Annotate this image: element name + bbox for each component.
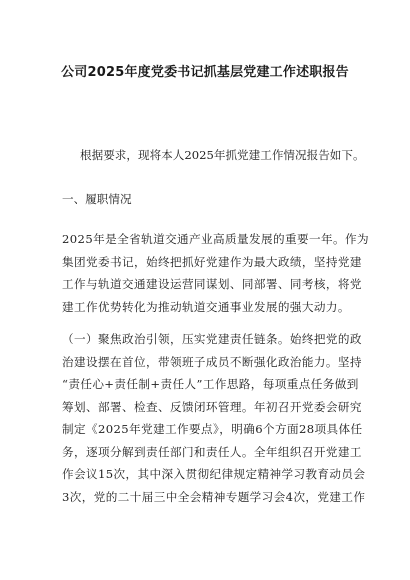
paragraph-overview [62, 228, 369, 318]
paragraph-line: 2025年是全省轨道交通产业高质量发展的重要一年。作为 [62, 232, 369, 246]
paragraph-line: 筹划、部署、检查、反馈闭环管理。年初召开党委会研究 [62, 399, 362, 414]
paragraph-line: （一）聚焦政治引领，压实党建责任链条。始终把党的政 [62, 332, 362, 346]
paragraph-line: 作会议15次，其中深入贯彻纪律规定精神学习教育动员会 [62, 467, 366, 481]
section-heading: 一、履职情况 [62, 192, 132, 206]
paragraph-line: 建工作优势转化为推动轨道交通事业发展的强大动力。 [62, 299, 350, 314]
paragraph-line: 制定《2025年党建工作要点》，明确6个方面28项具体任 [62, 422, 363, 436]
paragraph-line: “责任心+责任制+责任人”工作思路，每项重点任务做到 [62, 377, 359, 391]
paragraph-line: 务，逐项分解到责任部门和责任人。全年组织召开党建工 [62, 444, 362, 459]
paragraph-line: 集团党委书记，始终把抓好党建作为最大政绩，坚持党建 [62, 254, 362, 269]
paragraph-line: 3次，党的二十届三中全会精神专题学习会4次，党建工作 [62, 489, 366, 504]
paragraph-line: 工作与轨道交通建设运营同谋划、同部署、同考核，将党 [62, 277, 362, 291]
document-title: 公司2025年度党委书记抓基层党建工作述职报告 [61, 65, 349, 80]
paragraph-line: 治建设摆在首位，带领班子成员不断强化政治能力。坚持 [62, 354, 362, 369]
intro-paragraph: 根据要求，现将本人2025年抓党建工作情况报告如下。 [80, 148, 365, 162]
paragraph-political-guidance [62, 328, 366, 508]
